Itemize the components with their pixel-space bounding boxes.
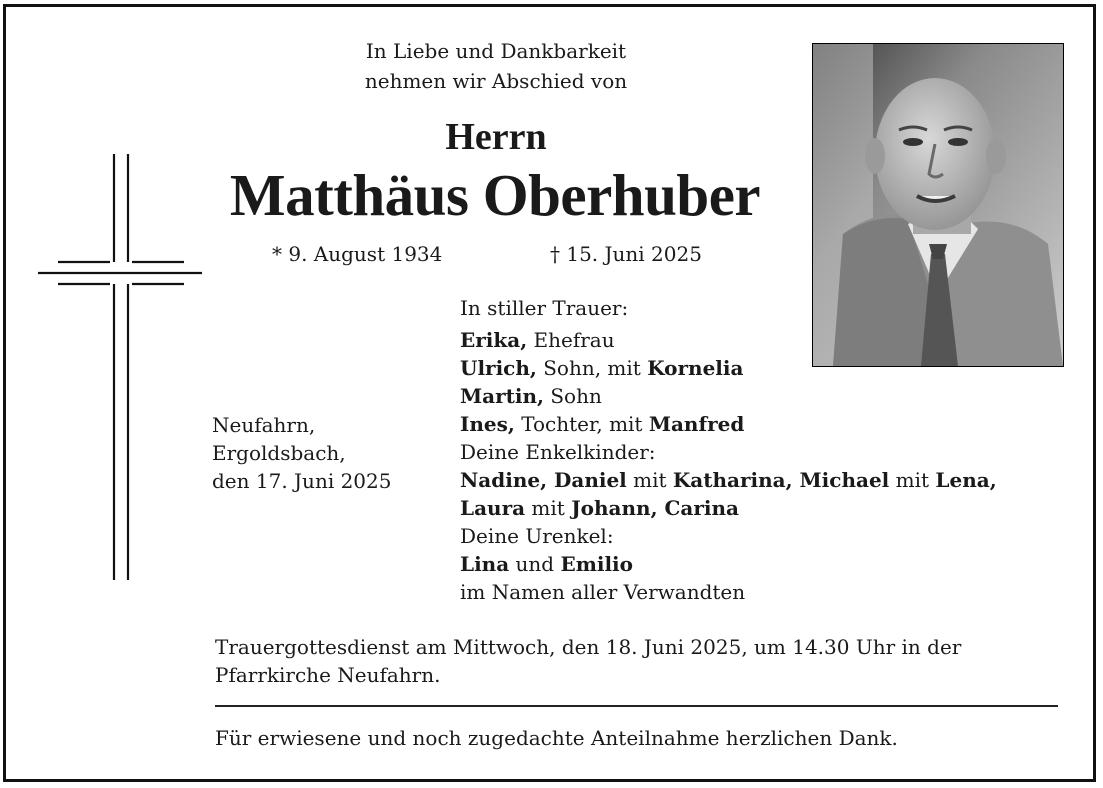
mourner-relation: mit	[889, 468, 936, 492]
mourner-relation: Ehefrau	[527, 328, 615, 352]
place-line-1: Neufahrn,	[212, 413, 316, 437]
mourner-relation: Sohn, mit	[536, 356, 648, 380]
mourner-line	[460, 466, 997, 494]
mourners-block	[460, 294, 997, 606]
mourner-line	[460, 550, 997, 578]
birth-date: * 9. August 1934	[272, 242, 443, 266]
place-line-3: den 17. Juni 2025	[212, 469, 392, 493]
mourner-relation: Sohn	[543, 384, 602, 408]
mourner-name: Lina	[460, 552, 510, 576]
mourner-line	[460, 382, 997, 410]
mourner-line	[460, 522, 997, 550]
salutation: Herrn	[445, 116, 547, 158]
cross-icon	[36, 150, 206, 590]
mourner-name: Laura	[460, 496, 526, 520]
mourner-name: Ines,	[460, 412, 515, 436]
mourner-name: Nadine, Daniel	[460, 468, 627, 492]
mourner-relation: und	[509, 552, 561, 576]
mourner-line	[460, 410, 997, 438]
service-line-2: Pfarrkirche Neufahrn.	[215, 663, 441, 687]
mourner-name: Kornelia	[647, 356, 744, 380]
intro-line-1: In Liebe und Dankbarkeit	[365, 39, 627, 63]
death-date: † 15. Juni 2025	[550, 242, 702, 266]
mourner-line	[460, 326, 997, 354]
mourner-name: Johann, Carina	[571, 496, 740, 520]
mourner-name: Martin,	[460, 384, 544, 408]
mourner-group-label: Deine Enkelkinder:	[460, 440, 656, 464]
mourner-group-label: Deine Urenkel:	[460, 524, 614, 548]
mourner-name: Erika,	[460, 328, 528, 352]
mourner-relation: Tochter, mit	[514, 412, 649, 436]
mourner-relation: mit	[626, 468, 673, 492]
intro-line-2: nehmen wir Abschied von	[364, 69, 628, 93]
mourner-line	[460, 494, 997, 522]
mourner-name: Emilio	[560, 552, 633, 576]
place-line-2: Ergoldsbach,	[212, 441, 346, 465]
mourner-line	[460, 354, 997, 382]
deceased-name: Matthäus Oberhuber	[229, 162, 761, 228]
place-date-block	[212, 411, 391, 495]
mourner-closing: im Namen aller Verwandten	[460, 580, 746, 604]
mourner-name: Ulrich,	[460, 356, 537, 380]
mourners-heading: In stiller Trauer:	[460, 296, 629, 320]
mourner-line	[460, 438, 997, 466]
mourner-name: Lena,	[935, 468, 997, 492]
mourner-name: Katharina, Michael	[672, 468, 890, 492]
mourner-name: Manfred	[648, 412, 745, 436]
thanks-note: Für erwiesene und noch zugedachte Anteilnahme herzlichen Dank.	[215, 726, 898, 750]
funeral-service-info	[215, 633, 1075, 689]
mourner-line	[460, 578, 997, 606]
mourner-relation: mit	[525, 496, 572, 520]
service-line-1: Trauergottesdienst am Mittwoch, den 18. Juni 2025, um 14.30 Uhr in der	[215, 635, 962, 659]
divider	[215, 705, 1058, 707]
